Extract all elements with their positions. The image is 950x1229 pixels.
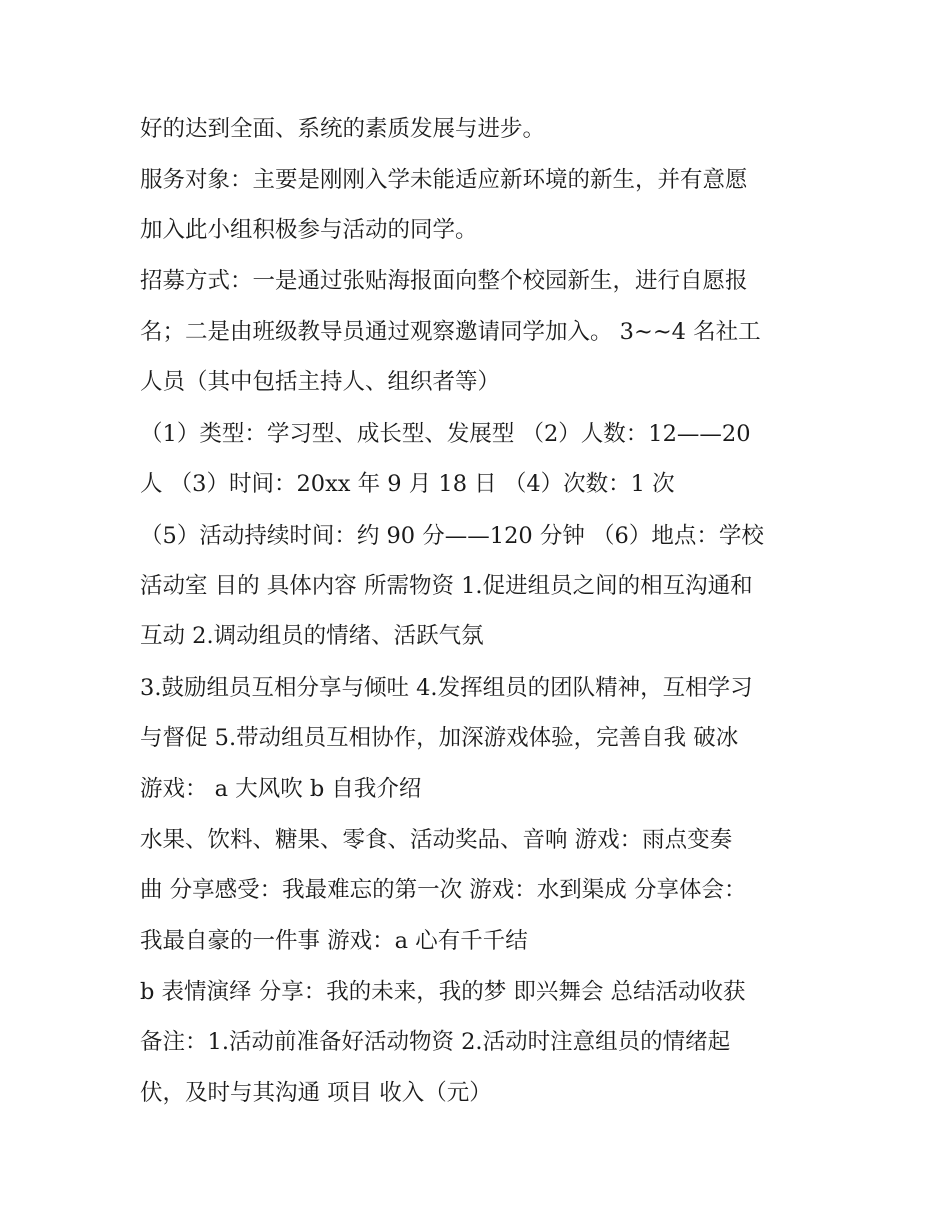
text-line: 曲 分享感受：我最难忘的第一次 游戏：水到渠成 分享体会： [140,877,747,903]
text-line: 活动室 目的 具体内容 所需物资 1.促进组员之间的相互沟通和 [140,573,753,599]
text-line: 人员（其中包括主持人、组织者等） [140,369,501,395]
text-line: 好的达到全面、系统的素质发展与进步。 [140,116,546,142]
text-line: 加入此小组积极参与活动的同学。 [140,217,478,243]
text-line: 水果、饮料、糖果、零食、活动奖品、音响 游戏：雨点变奏 [140,827,733,853]
text-line: 互动 2.调动组员的情绪、活跃气氛 [140,623,484,649]
text-line: 服务对象：主要是刚刚入学未能适应新环境的新生，并有意愿 [140,167,748,193]
text-line: 人 （3）时间：20xx 年 9 月 18 日 （4）次数：1 次 [140,471,675,497]
text-line: 游戏： a 大风吹 b 自我介绍 [140,776,422,802]
text-line: 3.鼓励组员互相分享与倾吐 4.发挥组员的团队精神，互相学习 [140,675,753,701]
text-line: 我最自豪的一件事 游戏：a 心有千千结 [140,928,528,954]
text-line: 伏，及时与其沟通 项目 收入（元） [140,1080,492,1106]
text-line: b 表情演绎 分享：我的未来，我的梦 即兴舞会 总结活动收获 [140,979,746,1005]
text-line: 名；二是由班级教导员通过观察邀请同学加入。 3~~4 名社工 [140,319,761,345]
text-line: 招募方式：一是通过张贴海报面向整个校园新生，进行自愿报 [140,268,748,294]
text-line: （1）类型：学习型、成长型、发展型 （2）人数：12——20 [140,421,751,447]
text-line: 备注：1.活动前准备好活动物资 2.活动时注意组员的情绪起 [140,1029,731,1055]
text-line: （5）活动持续时间：约 90 分——120 分钟 （6）地点：学校 [140,523,764,549]
text-line: 与督促 5.带动组员互相协作，加深游戏体验，完善自我 破冰 [140,725,739,751]
